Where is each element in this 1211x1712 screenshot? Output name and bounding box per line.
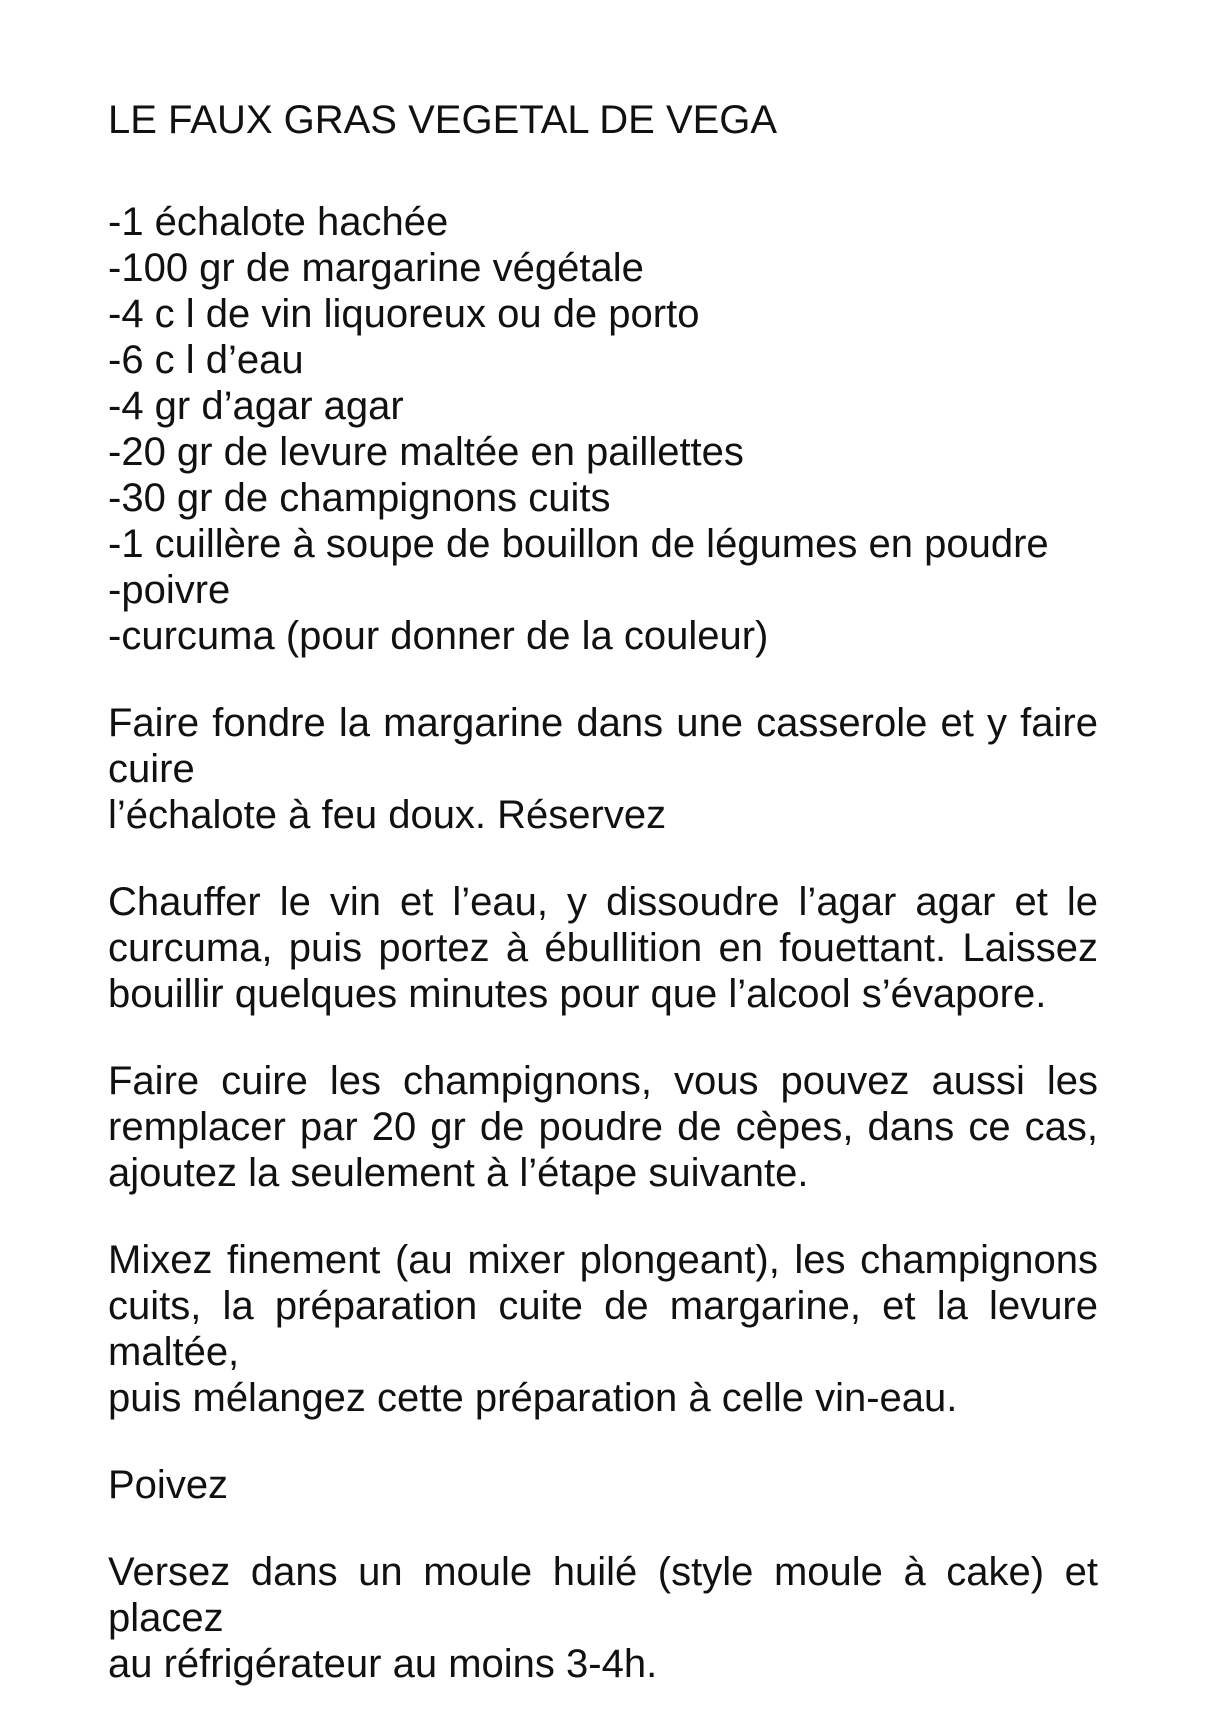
paragraph-line: bouillir quelques minutes pour que l’alcool s’évapore. — [108, 972, 1047, 1016]
ingredient-line: -poivre — [108, 568, 231, 612]
ingredient-line: -30 gr de champignons cuits — [108, 476, 611, 520]
ingredient-line: -curcuma (pour donner de la couleur) — [108, 614, 769, 658]
paragraph-heat-wine — [108, 879, 1098, 1017]
paragraph-line: l’échalote à feu doux. Réservez — [108, 793, 667, 837]
paragraph-line: ajoutez la seulement à l’étape suivante. — [108, 1151, 809, 1195]
ingredient-line: -20 gr de levure maltée en paillettes — [108, 430, 744, 474]
paragraph-line: Faire cuire les champignons, vous pouvez aussi les — [108, 1059, 1098, 1103]
paragraph-line: Faire fondre la margarine dans une casserole et y faire cuire — [108, 701, 1098, 791]
paragraph-line: Mixez finement (au mixer plongeant), les champignons — [108, 1238, 1098, 1282]
ingredient-line: -4 c l de vin liquoreux ou de porto — [108, 292, 700, 336]
paragraph-line: puis mélangez cette préparation à celle vin-eau. — [108, 1376, 958, 1420]
ingredient-line: -6 c l d’eau — [108, 338, 304, 382]
ingredient-line: -1 cuillère à soupe de bouillon de légumes en poudre — [108, 522, 1049, 566]
ingredient-line: -100 gr de margarine végétale — [108, 246, 644, 290]
paragraph-line: Versez dans un moule huilé (style moule à cake) et placez — [108, 1550, 1098, 1640]
ingredient-line: -4 gr d’agar agar — [108, 384, 404, 428]
paragraph-line: Chauffer le vin et l’eau, y dissoudre l’agar agar et le — [108, 880, 1098, 924]
paragraph-cook-mushrooms — [108, 1058, 1098, 1196]
paragraph-blend — [108, 1237, 1098, 1421]
paragraph-line: remplacer par 20 gr de poudre de cèpes, dans ce cas, — [108, 1105, 1098, 1149]
ingredient-list — [108, 199, 1098, 659]
document-title: LE FAUX GRAS VEGETAL DE VEGA — [108, 98, 778, 142]
paragraph-pour-mold — [108, 1549, 1098, 1687]
paragraph-line: Poivez — [108, 1463, 229, 1507]
paragraph-pepper — [108, 1462, 1098, 1508]
paragraph-line: curcuma, puis portez à ébullition en fouettant. Laissez — [108, 926, 1098, 970]
paragraph-melt-margarine — [108, 700, 1098, 838]
paragraph-line: cuits, la préparation cuite de margarine, et la levure maltée, — [108, 1284, 1098, 1374]
ingredient-line: -1 échalote hachée — [108, 200, 449, 244]
paragraph-line: au réfrigérateur au moins 3-4h. — [108, 1642, 658, 1686]
